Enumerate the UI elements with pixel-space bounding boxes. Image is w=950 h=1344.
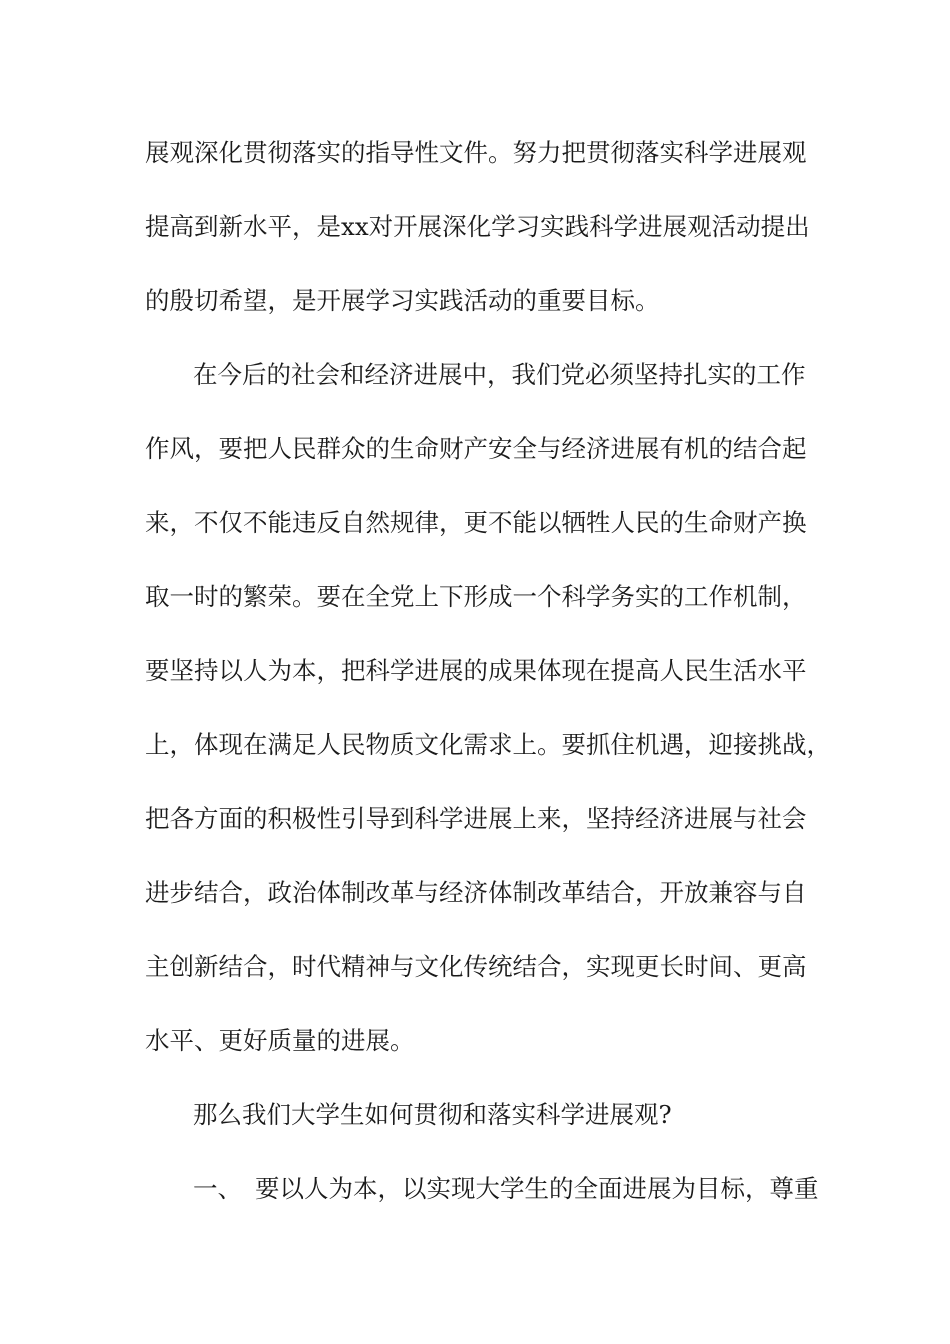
text-line: 取一时的繁荣。要在全党上下形成一个科学务实的工作机制， [145,582,807,611]
text-line: 的殷切希望，是开展学习实践活动的重要目标。 [145,286,660,315]
text-line: 展观深化贯彻落实的指导性文件。努力把贯彻落实科学进展观 [145,138,807,167]
text-line: 来，不仅不能违反自然规律，更不能以牺牲人民的生命财产换 [145,508,807,537]
text-line: 提高到新水平，是xx对开展深化学习实践科学进展观活动提出 [145,212,810,241]
document-body [145,128,835,1238]
text-line: 主创新结合，时代精神与文化传统结合，实现更长时间、更高 [145,952,807,981]
list-marker: 一、 [193,1174,242,1203]
list-item-text: 要以人为本，以实现大学生的全面进展为目标，尊重 [255,1174,819,1203]
list-item [145,1164,835,1238]
paragraph-question-line: 那么我们大学生如何贯彻和落实科学进展观? [193,1100,672,1129]
text-line: 水平、更好质量的进展。 [145,1026,415,1055]
paragraph-first-line: 在今后的社会和经济进展中，我们党必须坚持扎实的工作 [193,360,806,389]
text-line: 把各方面的积极性引导到科学进展上来，坚持经济进展与社会 [145,804,807,833]
text-line: 上，体现在满足人民物质文化需求上。要抓住机遇，迎接挑战， [145,730,831,759]
text-line: 要坚持以人为本，把科学进展的成果体现在提高人民生活水平 [145,656,807,685]
text-line: 作风，要把人民群众的生命财产安全与经济进展有机的结合起 [145,434,807,463]
text-line: 进步结合，政治体制改革与经济体制改革结合，开放兼容与自 [145,878,807,907]
